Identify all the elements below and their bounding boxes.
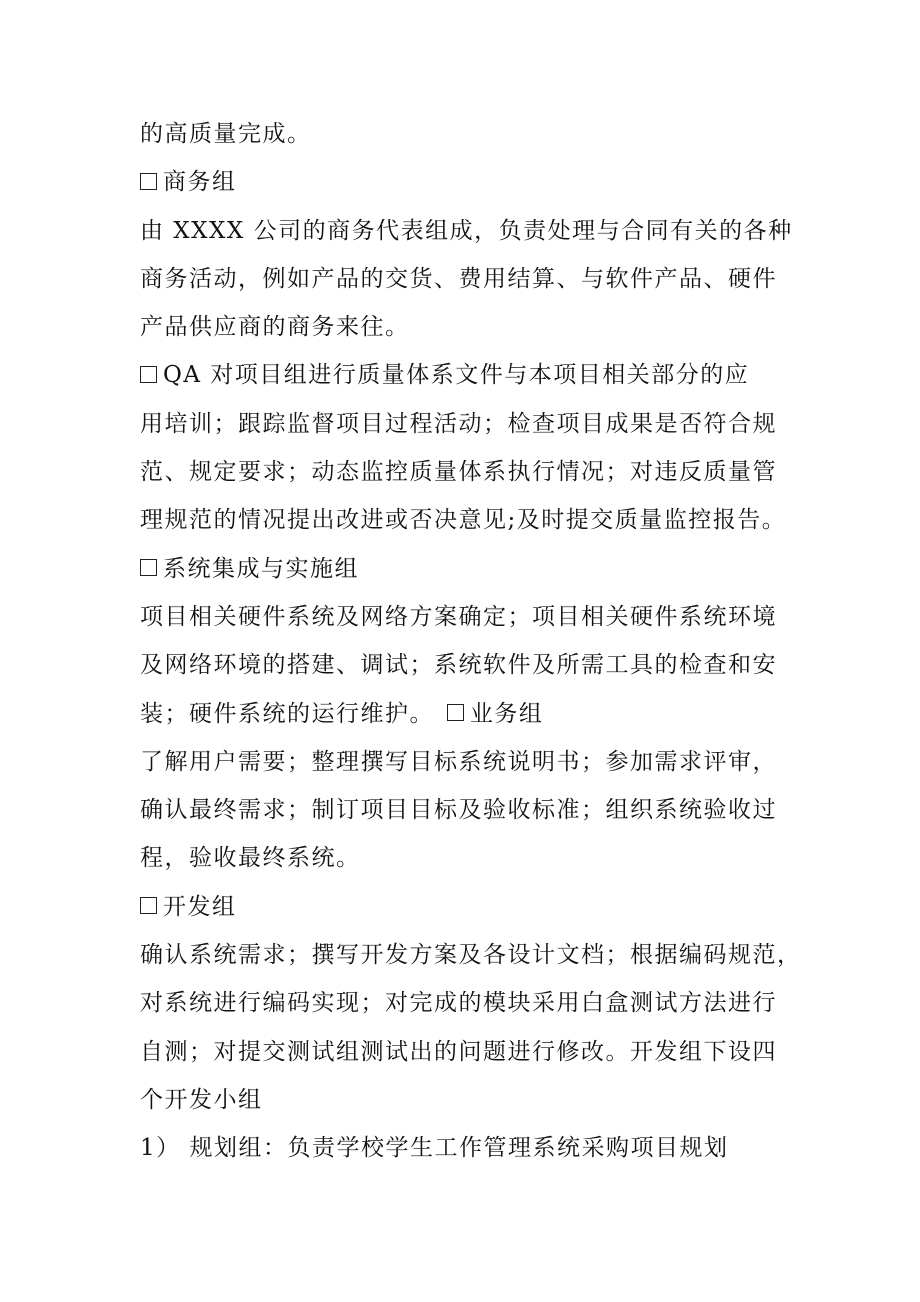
text-line: 范、规定要求；动态监控质量体系执行情况；对违反质量管: [140, 459, 777, 486]
checkbox-bullet-icon: [140, 366, 157, 383]
heading-text: 商务组: [163, 169, 237, 196]
text-line: 产品供应商的商务来往。: [140, 314, 410, 341]
checkbox-bullet-icon: [140, 897, 157, 914]
section-heading-qa: [140, 351, 790, 399]
line-text: 装；硬件系统的运行维护。: [140, 700, 434, 727]
text-line: 个开发小组: [140, 1086, 263, 1113]
checkbox-bullet-icon: [447, 704, 464, 721]
text-line-with-inline-heading: [140, 690, 790, 738]
text-line: 对系统进行编码实现；对完成的模块采用白盒测试方法进行: [140, 990, 777, 1017]
text-line: 自测；对提交测试组测试出的问题进行修改。开发组下设四: [140, 1038, 777, 1065]
section-heading-integration: [140, 545, 790, 593]
text-line: 的高质量完成。: [140, 121, 312, 147]
text-line: 商务活动，例如产品的交货、费用结算、与软件产品、硬件: [140, 265, 777, 292]
text-line: 确认系统需求；撰写开发方案及各设计文档；根据编码规范，: [140, 942, 802, 969]
text-line: 程，验收最终系统。: [140, 845, 361, 872]
document-body: [140, 110, 802, 1173]
text-line: 理规范的情况提出改进或否决意见;及时提交质量监控报告。: [140, 507, 787, 534]
list-item-planning-group: 1） 规划组：负责学校学生工作管理系统采购项目规划: [140, 1135, 729, 1162]
section-heading-business: [140, 158, 790, 206]
text-line: 确认最终需求；制订项目目标及验收标准；组织系统验收过: [140, 797, 777, 824]
text-line: 由 XXXX 公司的商务代表组成，负责处理与合同有关的各种: [140, 217, 793, 244]
text-line: 用培训；跟踪监督项目过程活动；检查项目成果是否符合规: [140, 410, 777, 437]
section-heading-development: [140, 883, 790, 931]
section-heading-business-group: 业务组: [469, 700, 544, 727]
checkbox-bullet-icon: [140, 559, 157, 576]
text-line: 及网络环境的搭建、调试；系统软件及所需工具的检查和安: [140, 652, 777, 679]
heading-text: 系统集成与实施组: [163, 555, 359, 582]
text-line: 了解用户需要；整理撰写目标系统说明书；参加需求评审，: [140, 748, 777, 775]
checkbox-bullet-icon: [140, 173, 157, 190]
heading-text: QA 对项目组进行质量体系文件与本项目相关部分的应: [163, 362, 750, 389]
heading-text: 开发组: [163, 893, 237, 920]
text-line: 项目相关硬件系统及网络方案确定；项目相关硬件系统环境: [140, 603, 777, 630]
